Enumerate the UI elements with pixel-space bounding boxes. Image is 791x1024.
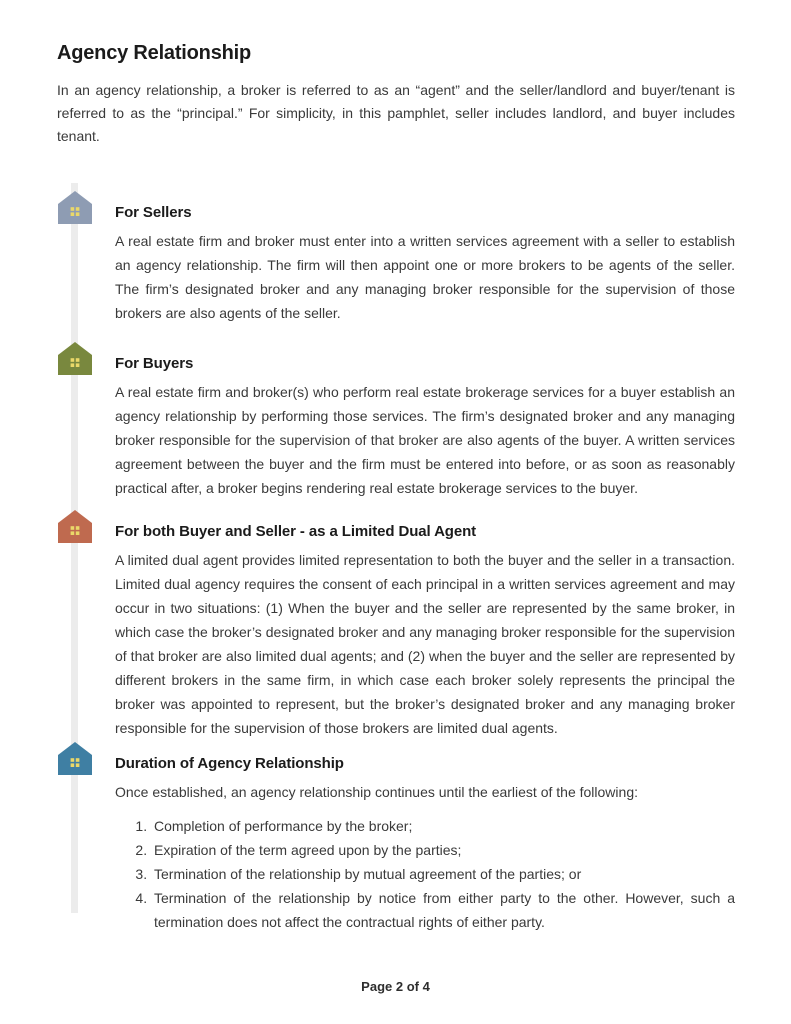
list-item: 3. Termination of the relationship by mutual agreement of the parties; or [151,862,735,886]
section-duration [57,742,735,934]
section-body-wrap [115,742,735,934]
page-content [57,0,735,934]
list-item: 1. Completion of performance by the broker; [151,814,735,838]
section-heading: Duration of Agency Relationship [115,755,344,772]
termination-list [115,814,735,934]
agency-timeline [57,191,735,934]
section-paragraph: A real estate firm and broker(s) who perform real estate brokerage services for a buyer establish an agency relationship by performing those services. The firm’s designated broker and any managing broker responsible for the supervision of that broker are also agents of the buyer. A written services agreement between the buyer and the firm must be entered into before, or as soon as reasonably practical after, a broker begins rendering real estate brokerage services to the buyer. [115,384,735,496]
section-for-buyers [57,342,735,500]
section-paragraph: A limited dual agent provides limited representation to both the buyer and the seller in a transaction. Limited dual agency requires the consent of each principal in a written services agreement and may occur in two situations: (1) When the buyer and the seller are represented by the same broker, in which case the broker’s designated broker and any managing broker responsible for the supervision of that broker are also limited dual agents; and (2) when the buyer and the seller are represented by different brokers in the same firm, in which case each broker solely represents the principal the broker was appointed to represent, but the broker’s designated broker and any managing broker responsible for the supervision of those brokers are limited dual agents. [115,552,735,736]
section-heading: For Buyers [115,355,194,372]
section-heading: For both Buyer and Seller - as a Limited Dual Agent [115,523,477,540]
section-for-sellers [57,191,735,325]
section-paragraph: Once established, an agency relationship continues until the earliest of the following: [115,784,638,800]
page-number: Page 2 of 4 [361,979,430,994]
section-heading: For Sellers [115,204,192,221]
section-body-wrap [115,342,735,500]
list-item: 4. Termination of the relationship by notice from either party to the other. However, such a termination does not affect the contractual rights of either party. [151,886,735,934]
section-paragraph: A real estate firm and broker must enter into a written services agreement with a seller to establish an agency relationship. The firm will then appoint one or more brokers to be agents of the seller. The firm’s designated broker and any managing broker responsible for the supervision of those brokers are also agents of the seller. [115,233,735,321]
house-icon-blue [57,742,115,775]
house-icon-slate [57,191,115,224]
intro-paragraph: In an agency relationship, a broker is referred to as an “agent” and the seller/landlord and buyer/tenant is referred to as the “principal.” For simplicity, in this pamphlet, seller includes landlord, and buyer includes tenant. [57,82,735,144]
house-icon-olive [57,342,115,375]
house-icon-terracotta [57,510,115,543]
section-limited-dual-agent [57,510,735,740]
section-body-wrap [115,191,735,325]
section-body-wrap [115,510,735,740]
list-item: 2. Expiration of the term agreed upon by the parties; [151,838,735,862]
page-title: Agency Relationship [57,42,252,64]
